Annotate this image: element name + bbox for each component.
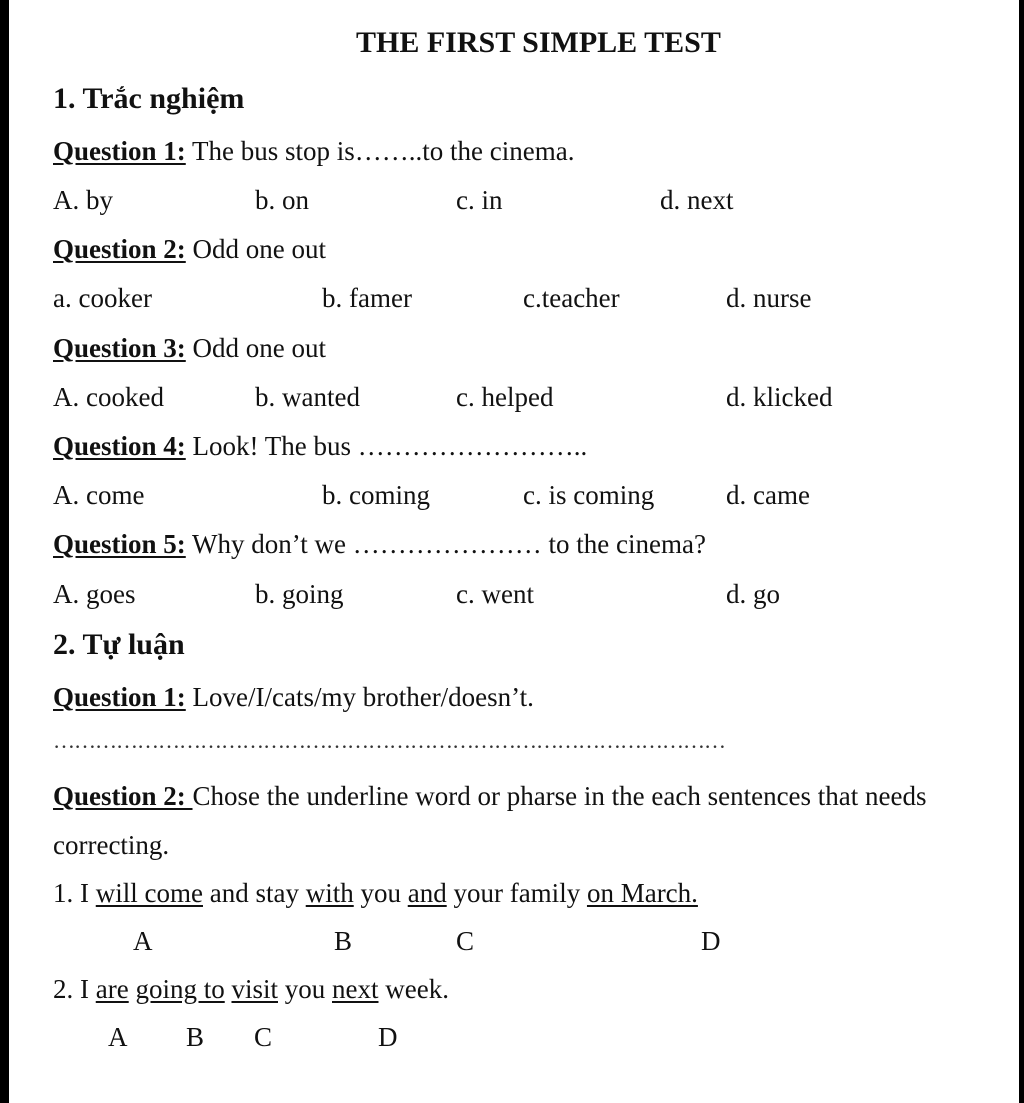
question-label: Question 1: (53, 682, 186, 712)
question-text: Odd one out (185, 333, 326, 363)
option-c: c. is coming (523, 480, 655, 510)
mc-question-4 (53, 433, 587, 460)
question-label: Question 1: (53, 136, 186, 166)
underlined-part-c: and (407, 878, 447, 908)
option-b: b. on (255, 185, 309, 215)
option-b: b. famer (322, 283, 412, 313)
underlined-part-b: with (305, 878, 354, 908)
section-2-heading: 2. Tự luận (53, 628, 185, 661)
letter-a: A (133, 926, 153, 956)
underlined-part-d: next (332, 974, 379, 1004)
option-d: d. next (660, 185, 734, 215)
underlined-part-b: going to (135, 974, 225, 1004)
option-c: c.teacher (523, 283, 620, 313)
option-c: c. went (456, 579, 534, 609)
question-label: Question 3: (53, 333, 186, 363)
option-a: A. goes (53, 579, 136, 609)
mc-question-2 (53, 236, 326, 263)
option-b: b. coming (322, 480, 430, 510)
mc-question-1 (53, 138, 574, 165)
answer-line: …………………………………………………………………………………… (53, 730, 725, 752)
question-text: The bus stop is……..to the cinema. (185, 136, 575, 166)
sentence-text: week. (378, 974, 449, 1004)
letter-a: A (108, 1022, 128, 1052)
option-d: d. came (726, 480, 810, 510)
option-d: d. nurse (726, 283, 812, 313)
sentence-text: you (278, 974, 332, 1004)
underlined-part-a: will come (95, 878, 203, 908)
letter-b: B (334, 926, 353, 956)
mc-question-3 (53, 335, 326, 362)
letter-d: D (378, 1022, 398, 1052)
underlined-part-c: visit (231, 974, 278, 1004)
letter-d: D (701, 926, 721, 956)
mc-question-5 (53, 531, 706, 558)
option-a: a. cooker (53, 283, 152, 313)
option-c: c. in (456, 185, 503, 215)
option-a: A. come (53, 480, 145, 510)
question-text: Why don’t we ………………… to the cinema? (185, 529, 706, 559)
option-c: c. helped (456, 382, 554, 412)
underlined-part-d: on March. (586, 878, 698, 908)
option-a: A. by (53, 185, 113, 215)
letter-c: C (254, 1022, 273, 1052)
sentence-1 (53, 880, 698, 907)
question-label: Question 4: (53, 431, 186, 461)
question-text: Love/I/cats/my brother/doesn’t. (185, 682, 534, 712)
question-text: Look! The bus …………………….. (185, 431, 588, 461)
section-1-heading: 1. Trắc nghiệm (53, 82, 245, 115)
option-b: b. wanted (255, 382, 360, 412)
sentence-text: you (353, 878, 408, 908)
option-a: A. cooked (53, 382, 164, 412)
question-label: Question 2: (53, 234, 186, 264)
option-d: d. go (726, 579, 780, 609)
essay-question-1 (53, 684, 534, 711)
option-d: d. klicked (726, 382, 833, 412)
sentence-prefix: 1. I (53, 878, 96, 908)
essay-question-2 (53, 783, 927, 810)
sentence-prefix: 2. I (53, 974, 96, 1004)
question-text: Odd one out (185, 234, 326, 264)
question-label: Question 5: (53, 529, 186, 559)
page-title: THE FIRST SIMPLE TEST (356, 26, 721, 59)
question-label: Question 2: (53, 781, 193, 811)
sentence-2 (53, 976, 449, 1003)
sentence-text: and stay (202, 878, 306, 908)
left-border (0, 0, 9, 1103)
question-text: Chose the underline word or pharse in the each sentences that needs (192, 781, 927, 811)
question-text-continued: correcting. (53, 830, 170, 860)
letter-b: B (186, 1022, 205, 1052)
option-b: b. going (255, 579, 344, 609)
letter-c: C (456, 926, 475, 956)
underlined-part-a: are (95, 974, 129, 1004)
sentence-text: your family (446, 878, 587, 908)
right-border (1019, 0, 1024, 1103)
